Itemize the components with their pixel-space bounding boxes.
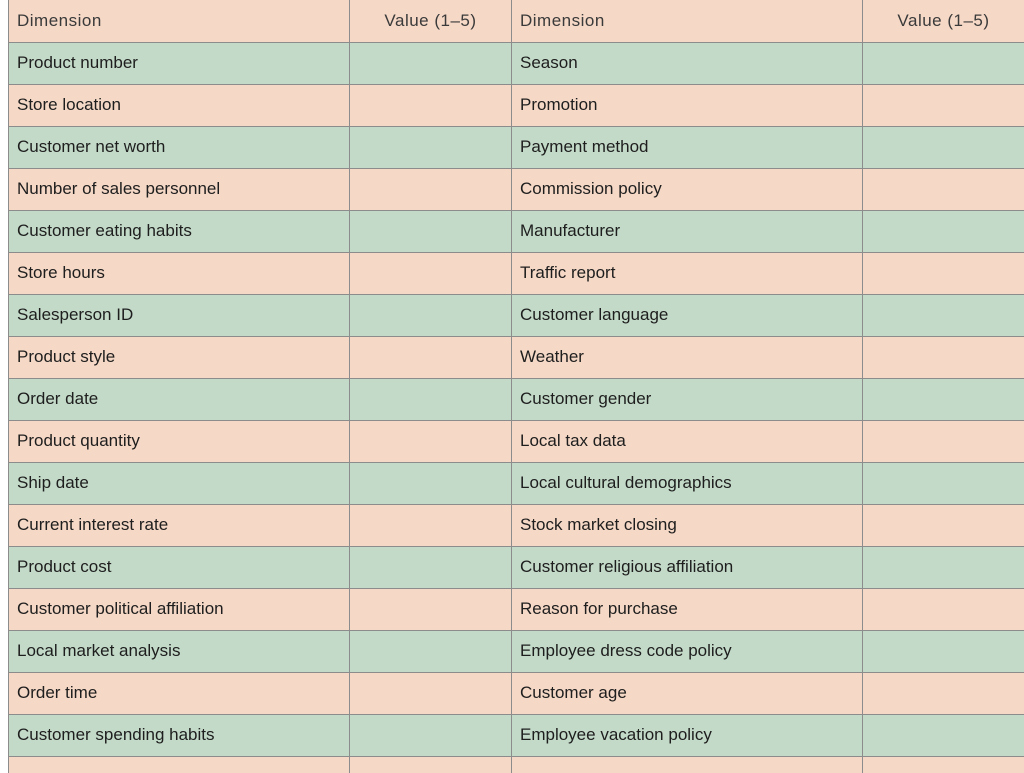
left-dimension-cell: Ship date — [9, 462, 350, 504]
left-dimension-cell: Store hours — [9, 252, 350, 294]
right-value-cell[interactable] — [863, 210, 1024, 252]
left-dimension-cell: Order date — [9, 378, 350, 420]
left-value-cell[interactable] — [350, 294, 512, 336]
left-dimension-cell: Number of sales personnel — [9, 168, 350, 210]
right-dimension-cell: Customer language — [512, 294, 863, 336]
right-value-cell[interactable] — [863, 252, 1024, 294]
table-row — [9, 336, 1024, 378]
left-dimension-cell: Product number — [9, 42, 350, 84]
left-dimension-cell: Order time — [9, 672, 350, 714]
left-value-cell[interactable] — [350, 588, 512, 630]
left-dimension-cell: Product style — [9, 336, 350, 378]
right-dimension-cell: Employee dress code policy — [512, 630, 863, 672]
left-value-cell[interactable] — [350, 336, 512, 378]
header-dimension-right: Dimension — [512, 0, 863, 42]
left-dimension-cell-empty — [9, 756, 350, 773]
right-value-cell[interactable] — [863, 504, 1024, 546]
left-value-cell[interactable] — [350, 252, 512, 294]
left-dimension-cell: Salesperson ID — [9, 294, 350, 336]
right-dimension-cell: Employee vacation policy — [512, 714, 863, 756]
table-row — [9, 546, 1024, 588]
left-dimension-cell: Product cost — [9, 546, 350, 588]
right-value-cell[interactable] — [863, 714, 1024, 756]
table-row — [9, 420, 1024, 462]
dimension-value-table — [8, 0, 1024, 773]
right-value-cell[interactable] — [863, 84, 1024, 126]
left-dimension-cell: Customer political affiliation — [9, 588, 350, 630]
left-value-cell[interactable] — [350, 42, 512, 84]
table-row — [9, 252, 1024, 294]
left-dimension-cell: Customer eating habits — [9, 210, 350, 252]
right-dimension-cell-empty — [512, 756, 863, 773]
right-value-cell[interactable] — [863, 336, 1024, 378]
right-value-cell[interactable] — [863, 126, 1024, 168]
right-dimension-cell: Local cultural demographics — [512, 462, 863, 504]
right-dimension-cell: Customer age — [512, 672, 863, 714]
right-value-cell[interactable] — [863, 672, 1024, 714]
right-value-cell[interactable] — [863, 588, 1024, 630]
left-dimension-cell: Customer net worth — [9, 126, 350, 168]
left-value-cell[interactable] — [350, 210, 512, 252]
table-row — [9, 210, 1024, 252]
left-dimension-cell: Current interest rate — [9, 504, 350, 546]
table-row — [9, 168, 1024, 210]
right-dimension-cell: Stock market closing — [512, 504, 863, 546]
right-dimension-cell: Local tax data — [512, 420, 863, 462]
left-value-cell[interactable] — [350, 84, 512, 126]
left-value-cell[interactable] — [350, 168, 512, 210]
table-header-row — [9, 0, 1024, 42]
right-value-cell[interactable] — [863, 294, 1024, 336]
left-value-cell[interactable] — [350, 420, 512, 462]
right-value-cell[interactable] — [863, 546, 1024, 588]
left-dimension-cell: Product quantity — [9, 420, 350, 462]
table-row — [9, 294, 1024, 336]
table-row — [9, 714, 1024, 756]
right-dimension-cell: Season — [512, 42, 863, 84]
right-dimension-cell: Traffic report — [512, 252, 863, 294]
table-row — [9, 672, 1024, 714]
left-value-cell[interactable] — [350, 630, 512, 672]
right-value-cell[interactable] — [863, 630, 1024, 672]
left-dimension-cell: Customer spending habits — [9, 714, 350, 756]
right-value-cell[interactable] — [863, 462, 1024, 504]
left-dimension-cell: Store location — [9, 84, 350, 126]
left-value-cell[interactable] — [350, 504, 512, 546]
right-dimension-cell: Customer gender — [512, 378, 863, 420]
header-dimension-left: Dimension — [9, 0, 350, 42]
table-row — [9, 378, 1024, 420]
right-value-cell[interactable] — [863, 42, 1024, 84]
right-dimension-cell: Weather — [512, 336, 863, 378]
table-row — [9, 84, 1024, 126]
table-row — [9, 126, 1024, 168]
right-value-cell[interactable] — [863, 756, 1024, 773]
header-value-left: Value (1–5) — [350, 0, 512, 42]
right-value-cell[interactable] — [863, 378, 1024, 420]
left-value-cell[interactable] — [350, 546, 512, 588]
right-dimension-cell: Payment method — [512, 126, 863, 168]
left-dimension-cell: Local market analysis — [9, 630, 350, 672]
left-value-cell[interactable] — [350, 378, 512, 420]
left-value-cell[interactable] — [350, 714, 512, 756]
right-dimension-cell: Customer religious affiliation — [512, 546, 863, 588]
header-value-right: Value (1–5) — [863, 0, 1024, 42]
table-row — [9, 630, 1024, 672]
left-value-cell[interactable] — [350, 462, 512, 504]
right-dimension-cell: Manufacturer — [512, 210, 863, 252]
right-dimension-cell: Commission policy — [512, 168, 863, 210]
left-value-cell[interactable] — [350, 756, 512, 773]
right-dimension-cell: Reason for purchase — [512, 588, 863, 630]
table-row — [9, 504, 1024, 546]
right-value-cell[interactable] — [863, 168, 1024, 210]
left-value-cell[interactable] — [350, 672, 512, 714]
table-row — [9, 42, 1024, 84]
table-row-partial — [9, 756, 1024, 773]
table-row — [9, 462, 1024, 504]
right-value-cell[interactable] — [863, 420, 1024, 462]
left-value-cell[interactable] — [350, 126, 512, 168]
right-dimension-cell: Promotion — [512, 84, 863, 126]
dimension-value-table-container — [8, 0, 1024, 773]
table-row — [9, 588, 1024, 630]
